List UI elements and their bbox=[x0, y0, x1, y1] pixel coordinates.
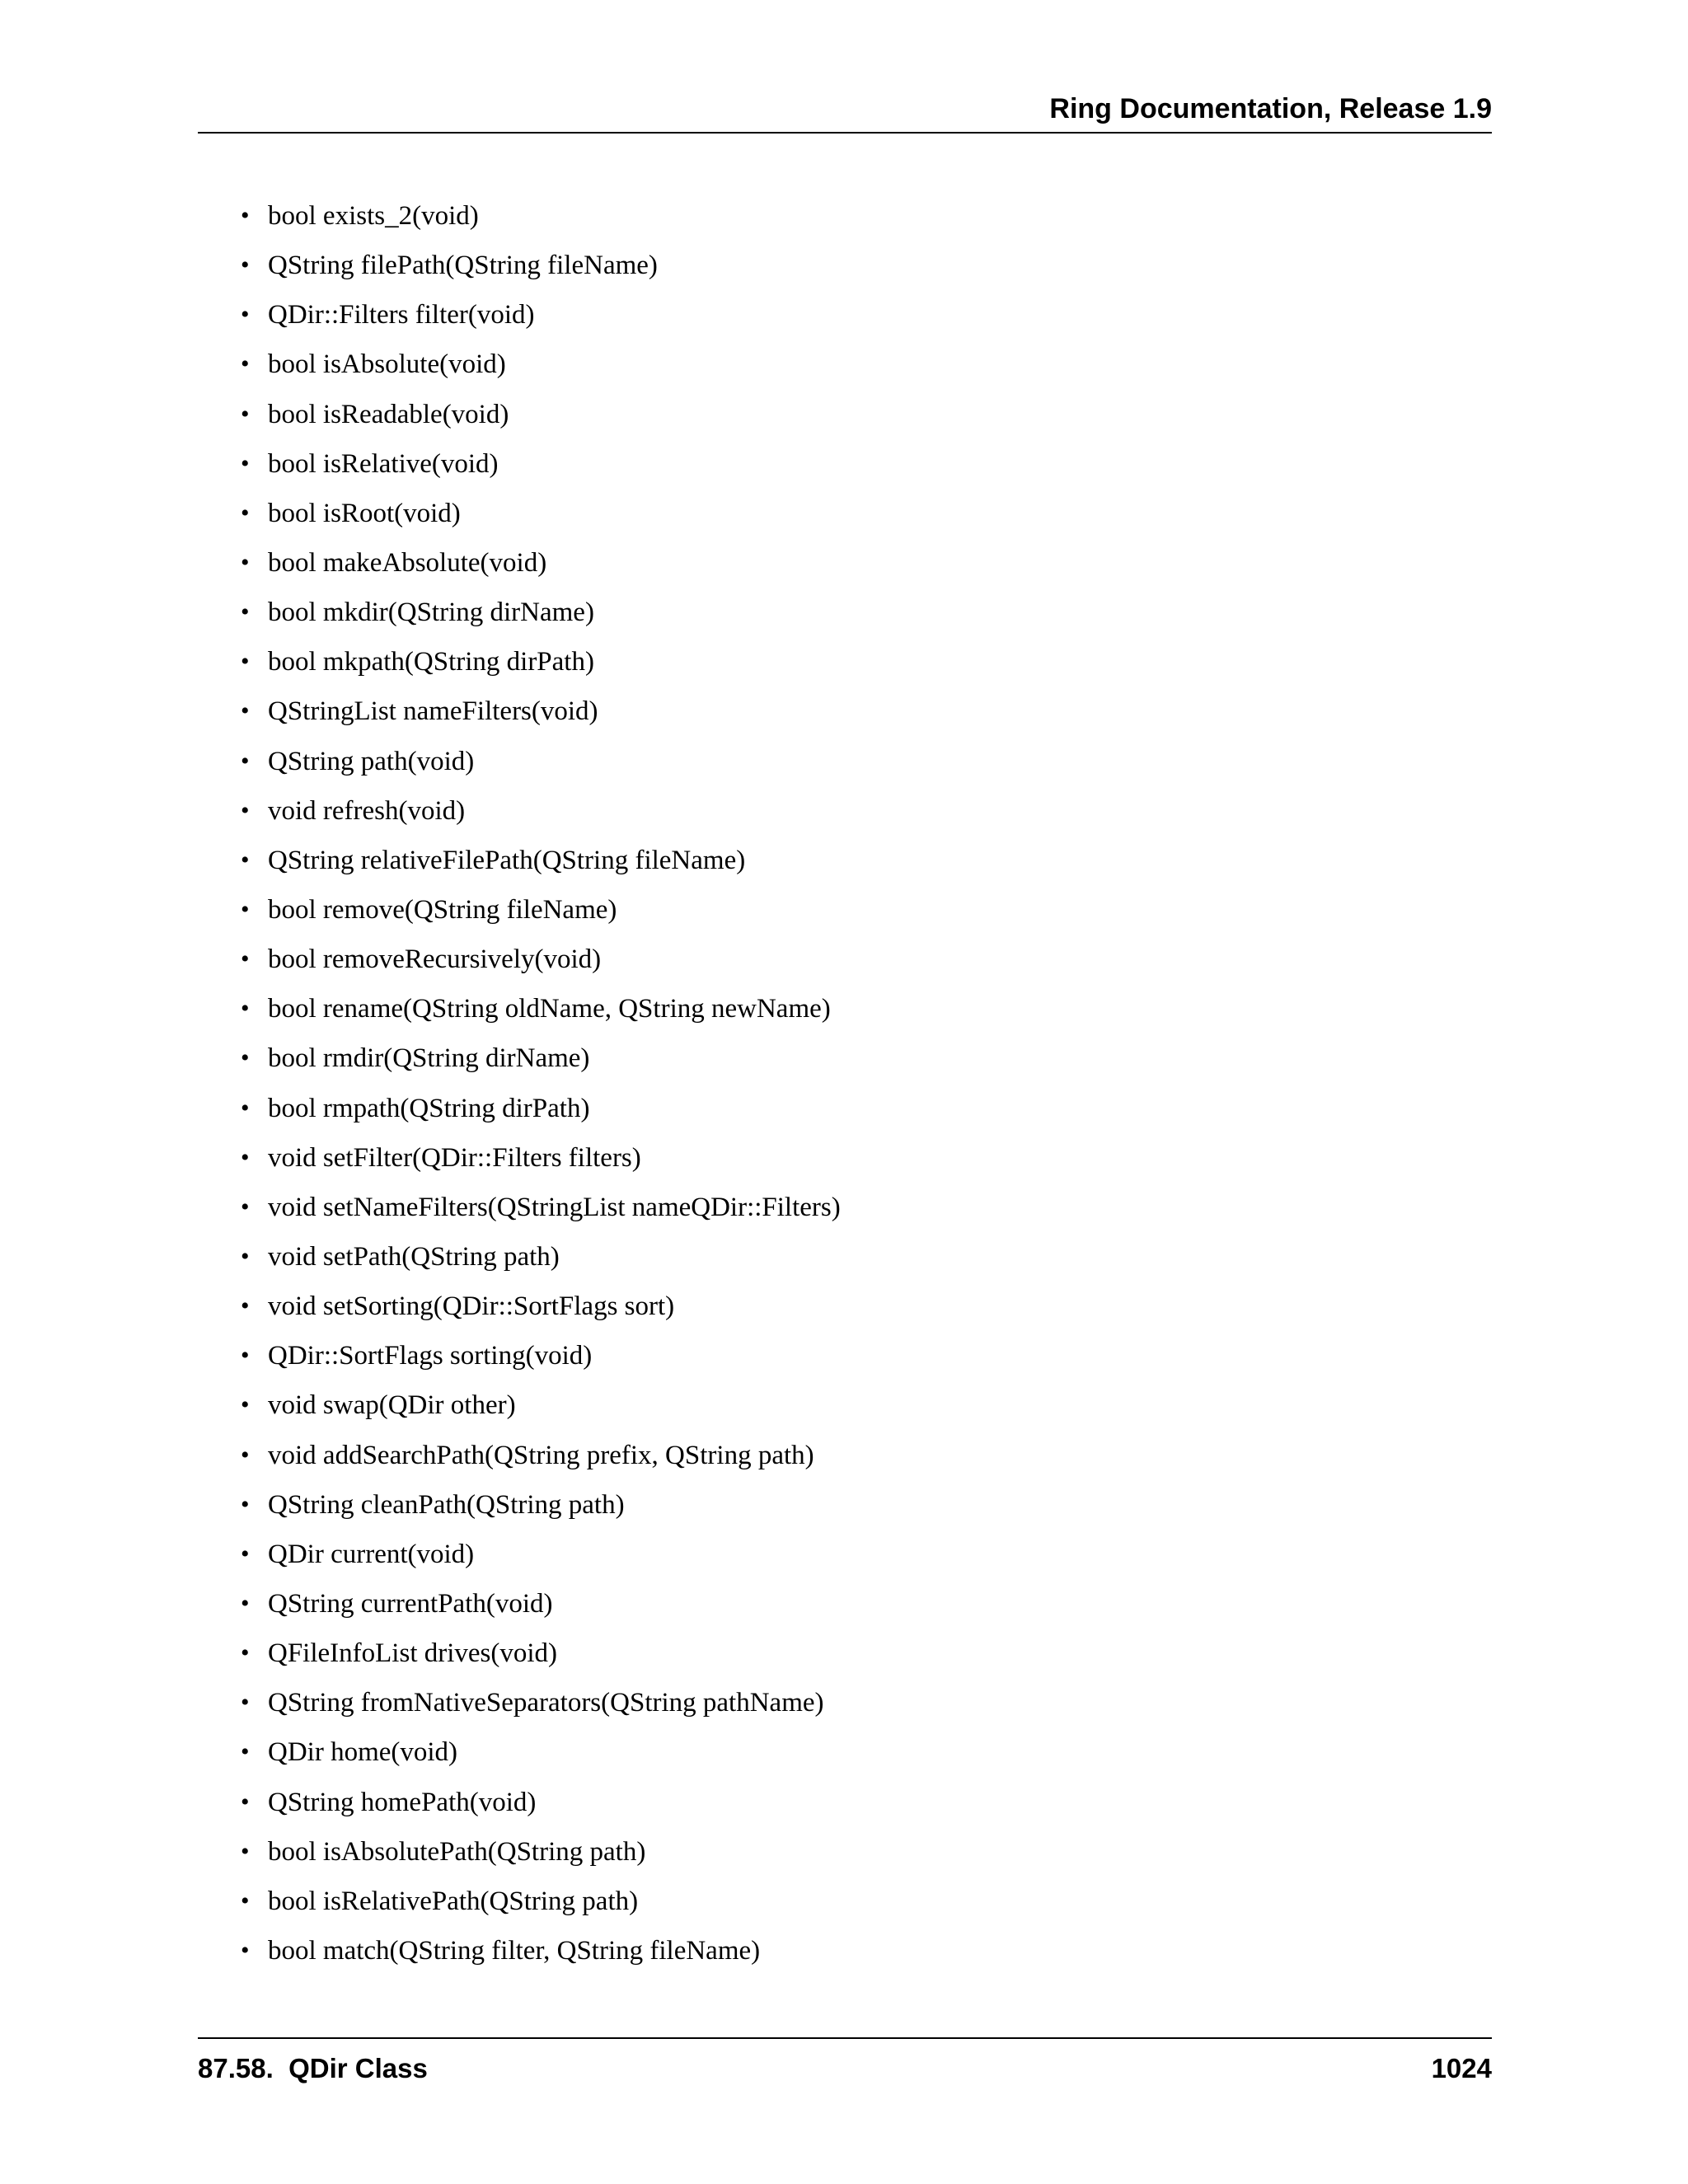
method-signature: QFileInfoList drives(void) bbox=[268, 1638, 558, 1669]
bullet-icon: • bbox=[241, 301, 250, 329]
method-signature: bool isAbsolutePath(QString path) bbox=[268, 1836, 646, 1867]
list-item bbox=[241, 494, 841, 543]
method-signature: QString filePath(QString fileName) bbox=[268, 251, 658, 281]
bullet-icon: • bbox=[241, 995, 250, 1023]
list-item bbox=[241, 1732, 841, 1782]
method-signature: bool isRelative(void) bbox=[268, 448, 499, 479]
list-item bbox=[241, 246, 841, 295]
bullet-icon: • bbox=[241, 1589, 250, 1617]
bullet-icon: • bbox=[241, 1342, 250, 1370]
list-item bbox=[241, 1633, 841, 1683]
list-item bbox=[241, 1188, 841, 1237]
list-item bbox=[241, 642, 841, 691]
list-item bbox=[241, 1783, 841, 1832]
method-signature: bool isAbsolute(void) bbox=[268, 349, 506, 380]
method-signature: QString homePath(void) bbox=[268, 1787, 537, 1817]
bullet-icon: • bbox=[241, 648, 250, 676]
method-signature: bool rmdir(QString dirName) bbox=[268, 1043, 590, 1074]
method-signature: bool exists_2(void) bbox=[268, 201, 479, 231]
method-signature: bool rename(QString oldName, QString newName) bbox=[268, 994, 831, 1024]
bullet-icon: • bbox=[241, 1639, 250, 1667]
bullet-icon: • bbox=[241, 1044, 250, 1072]
list-item bbox=[241, 1385, 841, 1435]
list-item bbox=[241, 295, 841, 344]
document-title: Ring Documentation, Release 1.9 bbox=[1049, 93, 1492, 124]
bullet-icon: • bbox=[241, 1292, 250, 1320]
list-item bbox=[241, 742, 841, 791]
bullet-icon: • bbox=[241, 697, 250, 725]
method-signature: void setNameFilters(QStringList nameQDir::Filters) bbox=[268, 1192, 841, 1222]
method-signature: bool removeRecursively(void) bbox=[268, 944, 602, 975]
bullet-icon: • bbox=[241, 350, 250, 378]
bullet-icon: • bbox=[241, 202, 250, 229]
method-signature: QDir home(void) bbox=[268, 1737, 458, 1768]
method-signature: bool isRoot(void) bbox=[268, 498, 461, 528]
list-item bbox=[241, 1882, 841, 1931]
bullet-icon: • bbox=[241, 400, 250, 428]
bullet-icon: • bbox=[241, 1391, 250, 1419]
method-signature: void setPath(QString path) bbox=[268, 1241, 560, 1272]
list-item bbox=[241, 444, 841, 494]
method-signature: bool mkpath(QString dirPath) bbox=[268, 647, 594, 677]
method-list bbox=[241, 196, 841, 1980]
bullet-icon: • bbox=[241, 1441, 250, 1469]
bullet-icon: • bbox=[241, 1094, 250, 1122]
list-item bbox=[241, 593, 841, 642]
bullet-icon: • bbox=[241, 1143, 250, 1171]
list-item bbox=[241, 1485, 841, 1535]
method-signature: void addSearchPath(QString prefix, QString path) bbox=[268, 1440, 814, 1470]
method-signature: bool match(QString filter, QString fileName) bbox=[268, 1935, 761, 1966]
bullet-icon: • bbox=[241, 1936, 250, 1964]
list-item bbox=[241, 1683, 841, 1732]
method-signature: QString cleanPath(QString path) bbox=[268, 1489, 625, 1520]
method-signature: QStringList nameFilters(void) bbox=[268, 696, 598, 727]
bullet-icon: • bbox=[241, 1689, 250, 1717]
list-item bbox=[241, 1436, 841, 1485]
list-item bbox=[241, 691, 841, 741]
list-item bbox=[241, 940, 841, 989]
bullet-icon: • bbox=[241, 1886, 250, 1915]
method-signature: QString relativeFilePath(QString fileName) bbox=[268, 845, 746, 875]
method-signature: QString currentPath(void) bbox=[268, 1588, 553, 1619]
method-signature: bool isRelativePath(QString path) bbox=[268, 1886, 639, 1916]
method-signature: QDir::Filters filter(void) bbox=[268, 300, 535, 330]
method-signature: bool makeAbsolute(void) bbox=[268, 547, 547, 578]
bullet-icon: • bbox=[241, 1837, 250, 1865]
bullet-icon: • bbox=[241, 945, 250, 973]
list-item bbox=[241, 1931, 841, 1980]
list-item bbox=[241, 395, 841, 444]
method-signature: bool rmpath(QString dirPath) bbox=[268, 1093, 590, 1123]
bullet-icon: • bbox=[241, 895, 250, 923]
page-footer bbox=[198, 2037, 1492, 2088]
list-item bbox=[241, 1584, 841, 1633]
method-signature: QString path(void) bbox=[268, 746, 475, 776]
bullet-icon: • bbox=[241, 1193, 250, 1221]
method-signature: void setSorting(QDir::SortFlags sort) bbox=[268, 1291, 675, 1322]
bullet-icon: • bbox=[241, 251, 250, 279]
list-item bbox=[241, 1138, 841, 1188]
bullet-icon: • bbox=[241, 449, 250, 477]
list-item bbox=[241, 1286, 841, 1336]
list-item bbox=[241, 543, 841, 593]
list-item bbox=[241, 841, 841, 890]
method-signature: bool remove(QString fileName) bbox=[268, 894, 617, 925]
bullet-icon: • bbox=[241, 1788, 250, 1816]
method-signature: bool isReadable(void) bbox=[268, 399, 509, 429]
method-signature: QString fromNativeSeparators(QString pathName) bbox=[268, 1688, 824, 1718]
method-signature: void swap(QDir other) bbox=[268, 1390, 516, 1421]
method-signature: bool mkdir(QString dirName) bbox=[268, 598, 594, 628]
method-signature: void setFilter(QDir::Filters filters) bbox=[268, 1142, 641, 1173]
page-header bbox=[198, 92, 1492, 134]
list-item bbox=[241, 1535, 841, 1584]
list-item bbox=[241, 1237, 841, 1286]
list-item bbox=[241, 1089, 841, 1138]
list-item bbox=[241, 989, 841, 1038]
list-item bbox=[241, 791, 841, 841]
bullet-icon: • bbox=[241, 1540, 250, 1568]
bullet-icon: • bbox=[241, 747, 250, 775]
method-signature: QDir::SortFlags sorting(void) bbox=[268, 1341, 593, 1371]
bullet-icon: • bbox=[241, 499, 250, 527]
list-item bbox=[241, 344, 841, 394]
bullet-icon: • bbox=[241, 796, 250, 824]
list-item bbox=[241, 196, 841, 246]
bullet-icon: • bbox=[241, 1242, 250, 1270]
list-item bbox=[241, 1038, 841, 1088]
list-item bbox=[241, 1832, 841, 1882]
bullet-icon: • bbox=[241, 1738, 250, 1766]
page-number: 1024 bbox=[1431, 2053, 1492, 2083]
section-title: 87.58. QDir Class bbox=[198, 2053, 428, 2083]
list-item bbox=[241, 890, 841, 940]
bullet-icon: • bbox=[241, 1490, 250, 1518]
bullet-icon: • bbox=[241, 846, 250, 874]
list-item bbox=[241, 1336, 841, 1385]
bullet-icon: • bbox=[241, 598, 250, 626]
method-signature: void refresh(void) bbox=[268, 795, 466, 826]
method-signature: QDir current(void) bbox=[268, 1539, 475, 1569]
bullet-icon: • bbox=[241, 548, 250, 576]
